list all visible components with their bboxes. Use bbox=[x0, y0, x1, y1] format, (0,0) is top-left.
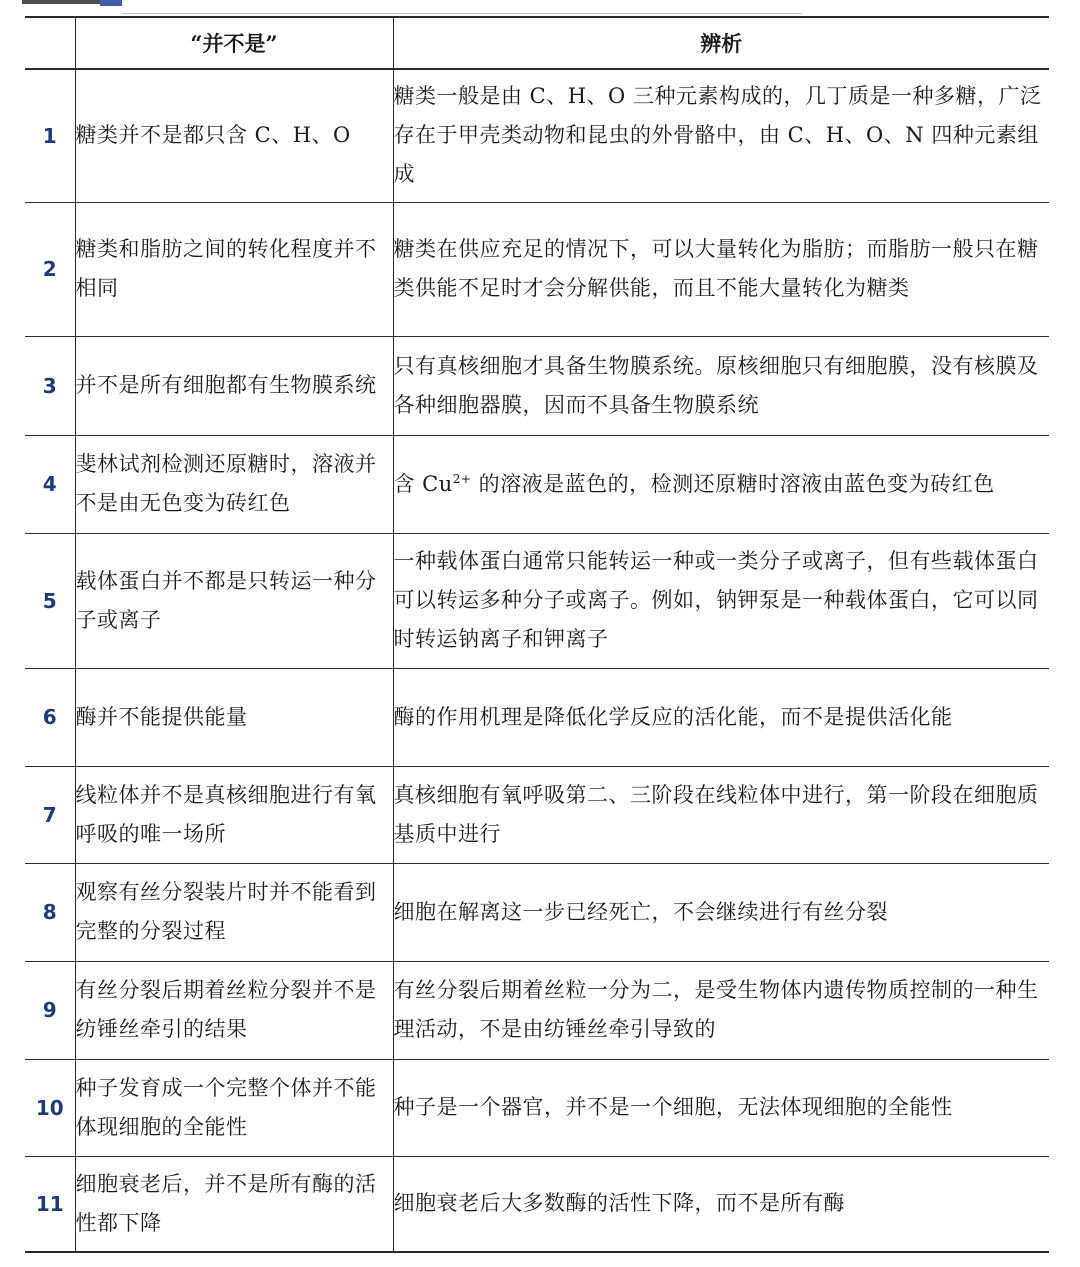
row-number: 10 bbox=[25, 1059, 75, 1156]
table-row bbox=[25, 69, 1049, 202]
row-number: 7 bbox=[25, 766, 75, 863]
table-row bbox=[25, 435, 1049, 533]
row-claim: 载体蛋白并不都是只转运一种分子或离子 bbox=[75, 533, 393, 668]
row-claim: 细胞衰老后，并不是所有酶的活性都下降 bbox=[75, 1156, 393, 1252]
copper-charge-superscript: 2+ bbox=[452, 471, 472, 486]
row-number: 2 bbox=[25, 202, 75, 336]
row-analysis: 糖类在供应充足的情况下，可以大量转化为脂肪；而脂肪一般只在糖类供能不足时才会分解供能，而且不能大量转化为糖类 bbox=[393, 202, 1049, 336]
row-analysis: 糖类一般是由 C、H、O 三种元素构成的，几丁质是一种多糖，广泛存在于甲壳类动物和昆虫的外骨骼中，由 C、H、O、N 四种元素组成 bbox=[393, 69, 1049, 202]
table-header-row bbox=[25, 17, 1049, 69]
row-analysis: 有丝分裂后期着丝粒一分为二，是受生物体内遗传物质控制的一种生理活动，不是由纺锤丝牵引导致的 bbox=[393, 961, 1049, 1059]
row-analysis: 细胞衰老后大多数酶的活性下降，而不是所有酶 bbox=[393, 1156, 1049, 1252]
row-analysis: 只有真核细胞才具备生物膜系统。原核细胞只有细胞膜，没有核膜及各种细胞器膜，因而不具备生物膜系统 bbox=[393, 336, 1049, 435]
top-rule bbox=[122, 13, 802, 14]
analysis-suffix: 的溶液是蓝色的，检测还原糖时溶液由蓝色变为砖红色 bbox=[471, 471, 995, 496]
row-number: 1 bbox=[25, 69, 75, 202]
analysis-prefix: 含 Cu bbox=[393, 471, 453, 496]
row-number: 3 bbox=[25, 336, 75, 435]
table-row bbox=[25, 336, 1049, 435]
row-analysis: 真核细胞有氧呼吸第二、三阶段在线粒体中进行，第一阶段在细胞质基质中进行 bbox=[393, 766, 1049, 863]
row-number: 4 bbox=[25, 435, 75, 533]
row-claim: 并不是所有细胞都有生物膜系统 bbox=[75, 336, 393, 435]
top-blue-tab bbox=[100, 0, 122, 6]
row-claim: 有丝分裂后期着丝粒分裂并不是纺锤丝牵引的结果 bbox=[75, 961, 393, 1059]
top-dark-bar bbox=[22, 0, 100, 4]
row-claim: 种子发育成一个完整个体并不能体现细胞的全能性 bbox=[75, 1059, 393, 1156]
header-num bbox=[25, 17, 75, 69]
header-claim: “并不是” bbox=[75, 17, 393, 69]
header-analysis: 辨析 bbox=[393, 17, 1049, 69]
row-analysis: 酶的作用机理是降低化学反应的活化能，而不是提供活化能 bbox=[393, 668, 1049, 766]
misconception-table bbox=[25, 16, 1049, 1253]
table-row bbox=[25, 1156, 1049, 1252]
row-claim: 糖类和脂肪之间的转化程度并不相同 bbox=[75, 202, 393, 336]
table-row bbox=[25, 202, 1049, 336]
row-number: 5 bbox=[25, 533, 75, 668]
table-row bbox=[25, 766, 1049, 863]
row-claim: 糖类并不是都只含 C、H、O bbox=[75, 69, 393, 202]
row-analysis bbox=[393, 435, 1049, 533]
table-row bbox=[25, 863, 1049, 961]
row-number: 11 bbox=[25, 1156, 75, 1252]
row-claim: 线粒体并不是真核细胞进行有氧呼吸的唯一场所 bbox=[75, 766, 393, 863]
row-claim: 斐林试剂检测还原糖时，溶液并不是由无色变为砖红色 bbox=[75, 435, 393, 533]
row-number: 8 bbox=[25, 863, 75, 961]
row-analysis: 一种载体蛋白通常只能转运一种或一类分子或离子，但有些载体蛋白可以转运多种分子或离子。例如，钠钾泵是一种载体蛋白，它可以同时转运钠离子和钾离子 bbox=[393, 533, 1049, 668]
table-row bbox=[25, 961, 1049, 1059]
table-row bbox=[25, 533, 1049, 668]
row-number: 6 bbox=[25, 668, 75, 766]
row-analysis: 种子是一个器官，并不是一个细胞，无法体现细胞的全能性 bbox=[393, 1059, 1049, 1156]
table-row bbox=[25, 1059, 1049, 1156]
row-analysis: 细胞在解离这一步已经死亡，不会继续进行有丝分裂 bbox=[393, 863, 1049, 961]
row-claim: 观察有丝分裂装片时并不能看到完整的分裂过程 bbox=[75, 863, 393, 961]
table-row bbox=[25, 668, 1049, 766]
row-claim: 酶并不能提供能量 bbox=[75, 668, 393, 766]
row-number: 9 bbox=[25, 961, 75, 1059]
